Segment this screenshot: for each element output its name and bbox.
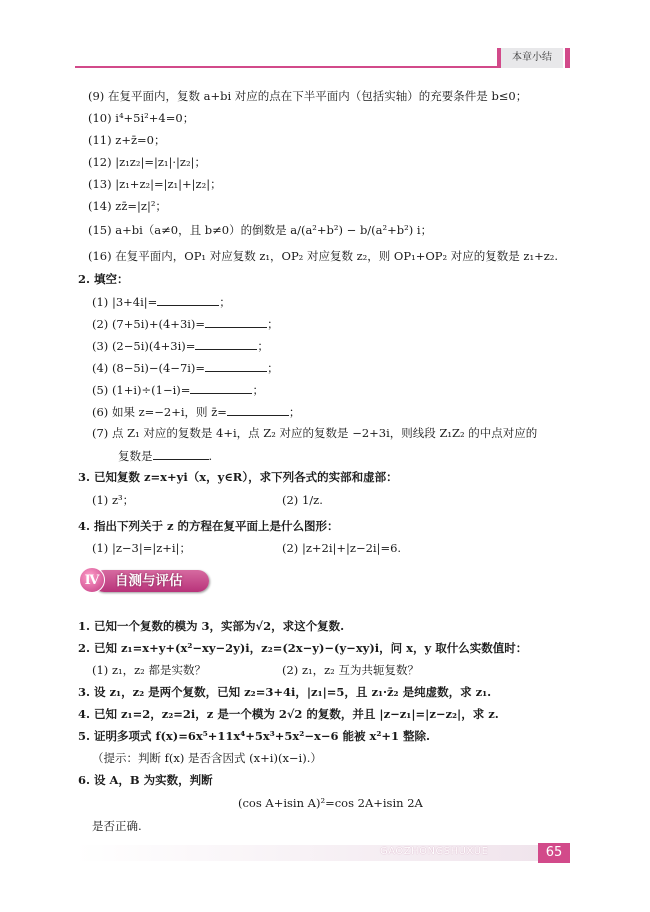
q3-b: (2) 1/z. [282,493,323,507]
answer-blank [153,447,209,460]
answer-blank [190,381,252,394]
test-5: 5. 证明多项式 f(x)=6x⁵+11x⁴+5x³+5x²−x−6 能被 x²+1 整除. [78,729,430,743]
test-2-b: (2) z₁，z₂ 互为共轭复数？ [282,663,419,677]
separator: ； [267,361,279,375]
item-11: (11) z+z̄=0； [88,133,166,147]
test-1: 1. 已知一个复数的模为 3，实部为√2，求这个复数. [78,619,345,633]
answer-blank [227,403,289,416]
q4-a: (1) |z−3|=|z+i|； [92,541,191,555]
q2-item-7-cont-text: 复数是 [118,449,153,463]
q2-item-7: (7) 点 Z₁ 对应的复数是 4+i，点 Z₂ 对应的复数是 −2+3i，则线段 Z₁Z₂ 的中点对应的 [92,426,538,440]
q2-item-7-cont [118,447,212,464]
q2-item-3-text: (3) (2−5i)(4+3i)= [92,339,196,353]
test-4: 4. 已知 z₁=2，z₂=2i，z 是一个模为 2√2 的复数，并且 |z−z₁|=|z−z₂|，求 z. [78,707,499,721]
section-badge [79,567,209,593]
test-6: 6. 设 A，B 为实数，判断 [78,773,213,787]
q2-item-4 [92,359,279,376]
section-number: Ⅳ [79,567,105,593]
q2-item-2-text: (2) (7+5i)+(4+3i)= [92,317,206,331]
page-number: 65 [538,843,570,863]
item-16: (16) 在复平面内，OP₁ 对应复数 z₁，OP₂ 对应复数 z₂，则 OP₁+OP₂ 对应的复数是 z₁+z₂. [88,249,559,263]
chapter-tag-text: 本章小结 [512,52,552,63]
item-13: (13) |z₁+z₂|=|z₁|+|z₂|； [88,177,222,191]
separator: ； [252,383,264,397]
answer-blank [205,315,267,328]
q2-item-6 [92,403,300,420]
test-2: 2. 已知 z₁=x+y+(x²−xy−2y)i，z₂=(2x−y)−(y−xy)i，问 x，y 取什么实数值时： [78,641,528,655]
q2-item-5 [92,381,264,398]
q2-item-1 [92,293,231,310]
q2-item-6-text: (6) 如果 z=−2+i，则 z̄= [92,405,227,419]
item-12: (12) |z₁z₂|=|z₁|·|z₂|； [88,155,206,169]
section-title: 自测与评估 [115,573,183,589]
q2-item-5-text: (5) (1+i)÷(1−i)= [92,383,191,397]
test-5-hint: （提示：判断 f(x) 是否含因式 (x+i)(x−i).） [92,751,322,765]
separator: ； [267,317,279,331]
q4-label: 4. 指出下列关于 z 的方程在复平面上是什么图形： [78,519,339,533]
header-rule [75,66,563,68]
q2-item-3 [92,337,269,354]
q2-item-4-text: (4) (8−5i)−(4−7i)= [92,361,206,375]
item-14: (14) zz̄=|z|²； [88,199,167,213]
header-accent-bar [565,48,570,68]
answer-blank [157,293,219,306]
chapter-tag [497,48,563,68]
q4-b: (2) |z+2i|+|z−2i|=6. [282,541,402,555]
period: . [208,449,213,463]
q2-item-2 [92,315,279,332]
q2-item-1-text: (1) |3+4i|= [92,295,158,309]
test-2-a: (1) z₁，z₂ 都是实数？ [92,663,206,677]
item-9: (9) 在复平面内，复数 a+bi 对应的点在下半平面内（包括实轴）的充要条件是 b≤0； [88,89,528,103]
footer-brand: GAOZHONGSHUXUE [380,846,489,857]
q3-label: 3. 已知复数 z=x+yi（x，y∈R），求下列各式的实部和虚部： [78,470,398,484]
q2-label: 2. 填空： [78,272,129,286]
answer-blank [195,337,257,350]
answer-blank [205,359,267,372]
separator: ； [219,295,231,309]
q3-a: (1) z³； [92,493,135,507]
item-10: (10) i⁴+5i²+4=0； [88,111,195,125]
item-15: (15) a+bi（a≠0，且 b≠0）的倒数是 a/(a²+b²) − b/(a²+b²) i； [88,223,433,237]
separator: ； [257,339,269,353]
test-3: 3. 设 z₁，z₂ 是两个复数，已知 z₂=3+4i，|z₁|=5，且 z₁·z̄₂ 是纯虚数，求 z₁. [78,685,492,699]
test-6-end: 是否正确. [92,819,142,833]
test-6-formula: (cos A+isin A)²=cos 2A+isin 2A [238,796,423,810]
separator: ； [288,405,301,419]
